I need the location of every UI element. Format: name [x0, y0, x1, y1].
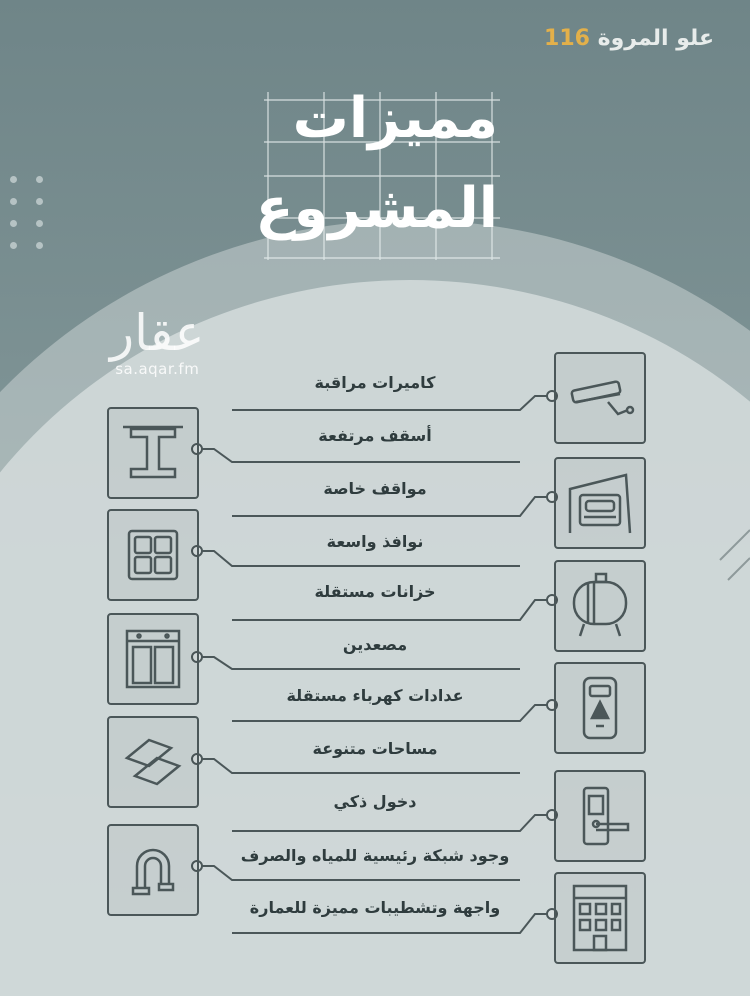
feature-label-spaces: مساحات متنوعة [312, 739, 438, 758]
building-facade-icon [554, 872, 646, 964]
watermark-domain: sa.aqar.fm [115, 360, 200, 378]
garage-car-icon [554, 457, 646, 549]
feature-label-ceilings: أسقف مرتفعة [318, 426, 432, 445]
elevator-icon [107, 613, 199, 705]
brand-text: علو المروة [597, 26, 714, 51]
page-title-line-2: المشروع [255, 176, 498, 241]
feature-label-cameras: كاميرات مراقبة [314, 373, 436, 392]
page-title-line-1: مميزات [292, 86, 498, 151]
feature-label-facade: واجهة وتشطيبات مميزة للعمارة [249, 898, 501, 917]
security-camera-icon [554, 352, 646, 444]
steel-beam-icon [107, 407, 199, 499]
feature-label-smart-entry: دخول ذكي [333, 792, 417, 811]
electric-meter-icon [554, 662, 646, 754]
feature-label-parking: مواقف خاصة [323, 479, 427, 498]
watermark-arabic: عقار [110, 304, 205, 362]
feature-label-water-network: وجود شبكة رئيسية للمياه والصرف [240, 846, 510, 865]
brand-number: 116 [544, 26, 590, 51]
feature-label-tanks: خزانات مستقلة [314, 582, 436, 601]
window-icon [107, 509, 199, 601]
feature-label-meters: عدادات كهرباء مستقلة [286, 686, 464, 705]
feature-label-elevators: مصعدين [342, 635, 408, 654]
floor-plan-icon [107, 716, 199, 808]
smart-lock-icon [554, 770, 646, 862]
water-tank-icon [554, 560, 646, 652]
feature-label-windows: نوافذ واسعة [326, 532, 424, 551]
water-pipe-icon [107, 824, 199, 916]
